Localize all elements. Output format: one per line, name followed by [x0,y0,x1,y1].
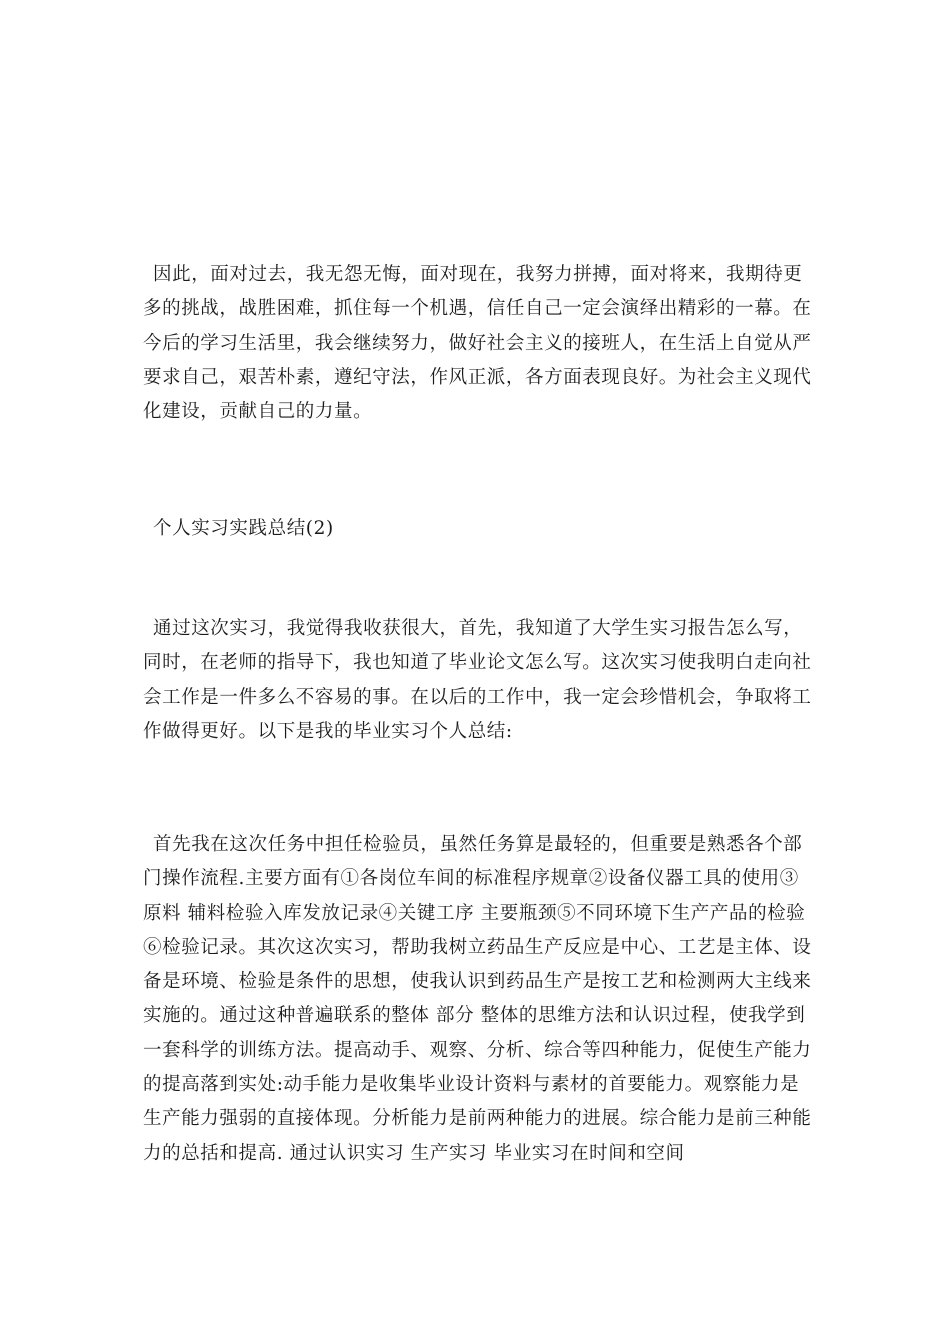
body-paragraph: 首先我在这次任务中担任检验员，虽然任务算是最轻的，但重要是熟悉各个部门操作流程.主要方面有①各岗位车间的标准程序规章②设备仪器工具的使用③原料 辅料检验入库发放记录④关键工序 主要瓶颈⑤不同环境下生产产品的检验⑥检验记录。其次这次实习，帮助我树立药品生产反应是中心、工艺是主体、设备是环境、检验是条件的思想，使我认识到药品生产是按工艺和检测两大主线来实施的。通过这种普遍联系的整体 部分 整体的思维方法和认识过程，使我学到一套科学的训练方法。提高动手、观察、分析、综合等四种能力，促使生产能力的提高落到实处:动手能力是收集毕业设计资料与素材的首要能力。观察能力是生产能力强弱的直接体现。分析能力是前两种能力的进展。综合能力是前三种能力的总括和提高. 通过认识实习 生产实习 毕业实习在时间和空间 [143,834,812,1164]
body-paragraph: 通过这次实习，我觉得我收获很大，首先，我知道了大学生实习报告怎么写，同时，在老师的指导下，我也知道了毕业论文怎么写。这次实习使我明白走向社会工作是一件多么不容易的事。在以后的工作中，我一定会珍惜机会，争取将工作做得更好。以下是我的毕业实习个人总结: [143,618,812,742]
section-heading: 个人实习实践总结(2) [153,518,334,539]
body-paragraph: 因此，面对过去，我无怨无悔，面对现在，我努力拼搏，面对将来，我期待更多的挑战，战胜困难，抓住每一个机遇，信任自己一定会演绎出精彩的一幕。在今后的学习生活里，我会继续努力，做好社会主义的接班人，在生活上自觉从严要求自己，艰苦朴素，遵纪守法，作风正派，各方面表现良好。为社会主义现代化建设，贡献自己的力量。 [143,264,812,423]
